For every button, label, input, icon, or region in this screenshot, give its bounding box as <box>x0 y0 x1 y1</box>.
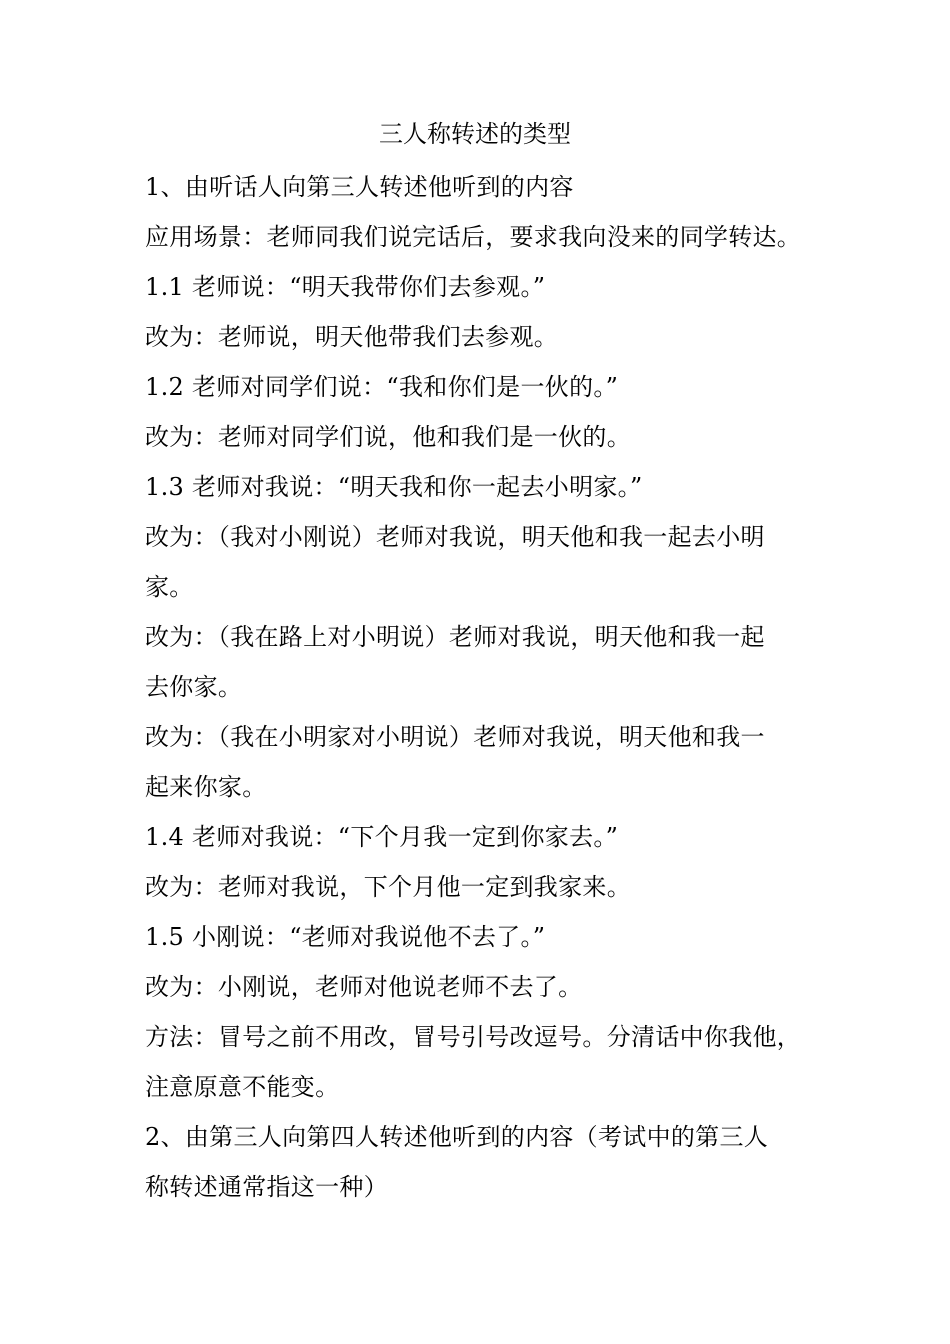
text-line: 家。 <box>145 573 194 601</box>
text-line: 1.2 老师对同学们说：“我和你们是一伙的。” <box>145 373 619 401</box>
text-line: 注意原意不能变。 <box>145 1073 340 1101</box>
text-line: 1.3 老师对我说：“明天我和你一起去小明家。” <box>145 473 643 501</box>
text-line: 1、由听话人向第三人转述他听到的内容 <box>145 173 574 201</box>
page-title: 三人称转述的类型 <box>379 120 571 148</box>
text-line: 改为：小刚说，老师对他说老师不去了。 <box>145 973 583 1001</box>
text-line: 1.1 老师说：“明天我带你们去参观。” <box>145 273 546 301</box>
text-line: 应用场景：老师同我们说完话后，要求我向没来的同学转达。 <box>145 223 802 251</box>
text-line: 2、由第三人向第四人转述他听到的内容（考试中的第三人 <box>145 1123 769 1151</box>
text-line: 去你家。 <box>145 673 243 701</box>
text-line: 1.4 老师对我说：“下个月我一定到你家去。” <box>145 823 619 851</box>
text-line: 起来你家。 <box>145 773 267 801</box>
text-line: 改为：老师对我说，下个月他一定到我家来。 <box>145 873 631 901</box>
text-line: 改为：（我在路上对小明说）老师对我说，明天他和我一起 <box>145 623 765 651</box>
text-line: 1.5 小刚说：“老师对我说他不去了。” <box>145 923 546 951</box>
text-line: 改为：老师说，明天他带我们去参观。 <box>145 323 559 351</box>
document-body <box>145 162 815 1212</box>
text-line: 称转述通常指这一种） <box>145 1173 388 1201</box>
text-line: 改为：老师对同学们说，他和我们是一伙的。 <box>145 423 631 451</box>
text-line: 改为：（我对小刚说）老师对我说，明天他和我一起去小明 <box>145 523 765 551</box>
text-line: 改为：（我在小明家对小明说）老师对我说，明天他和我一 <box>145 723 765 751</box>
text-line: 方法：冒号之前不用改，冒号引号改逗号。分清话中你我他， <box>145 1023 802 1051</box>
